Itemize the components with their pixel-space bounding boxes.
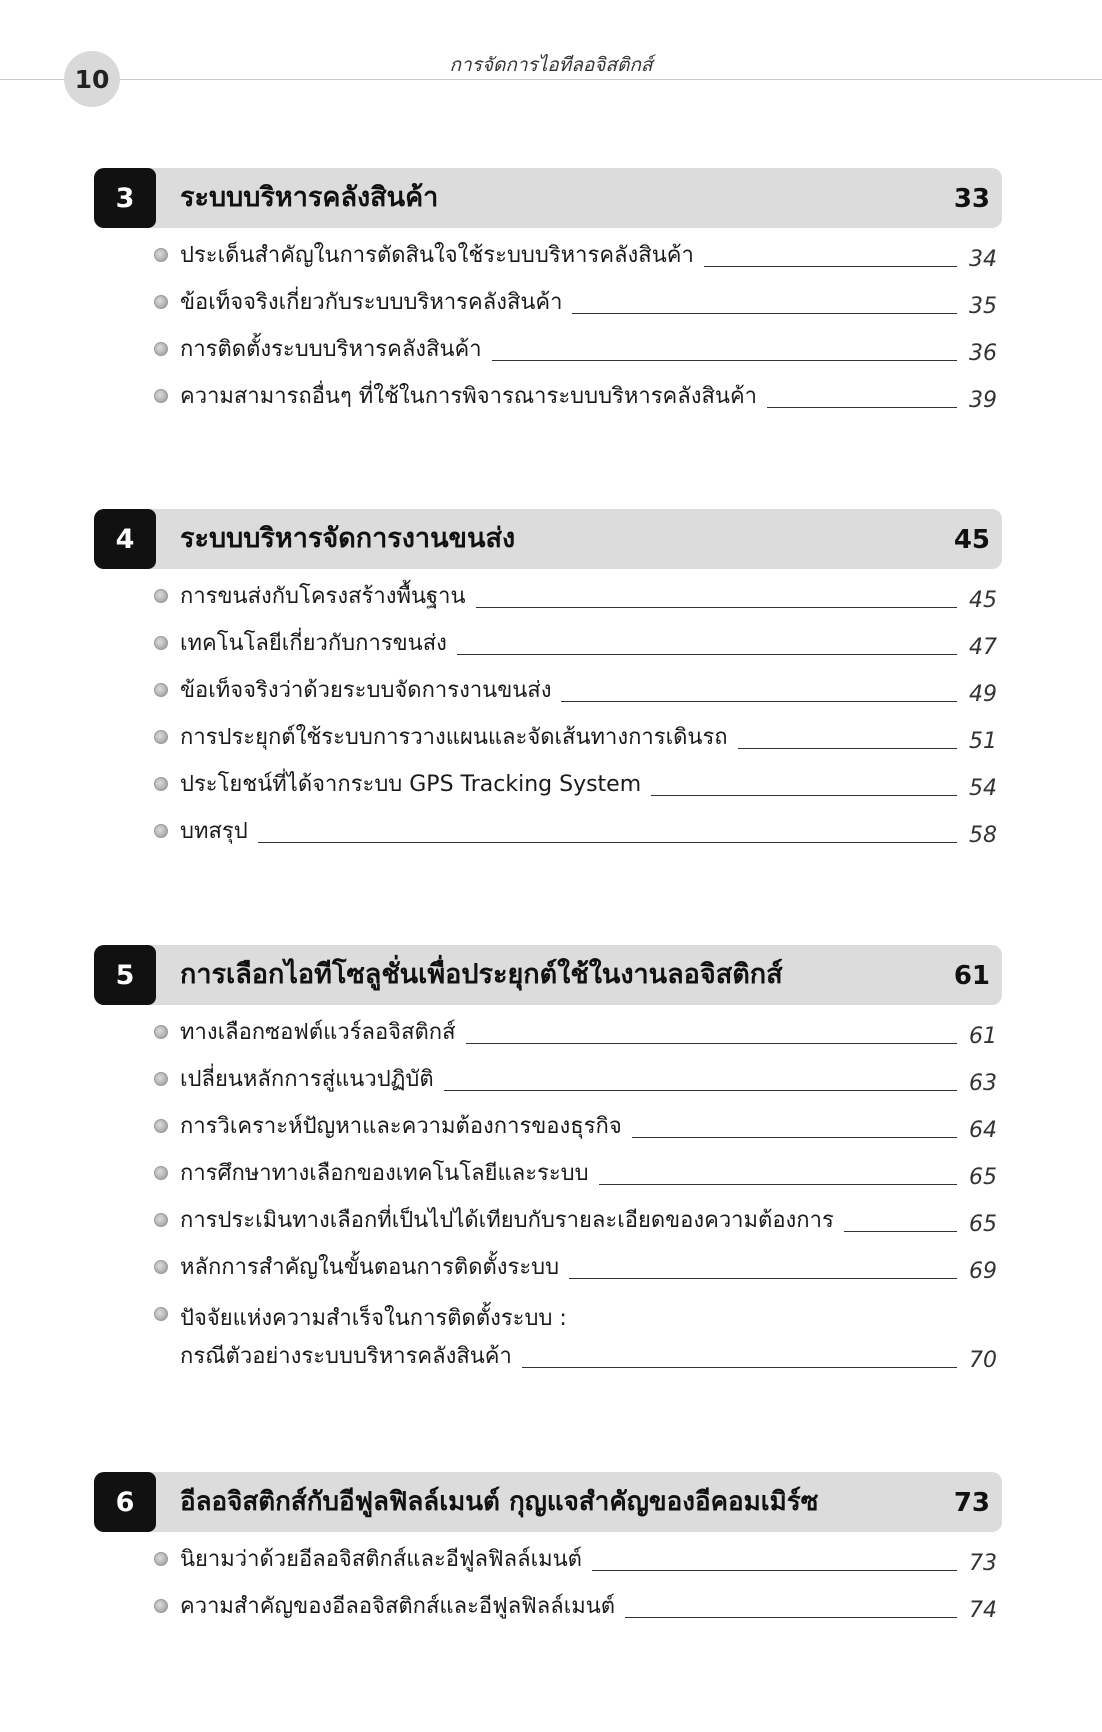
entry-title: นิยามว่าด้วยอีลอจิสติกส์และอีฟูลฟิลล์เมนต์ — [180, 1547, 582, 1572]
dotted-leader — [625, 1617, 957, 1618]
chapter-header-bar[interactable] — [94, 1472, 1002, 1532]
entry-title-first-line: ปัจจัยแห่งความสำเร็จในการติดตั้งระบบ : — [180, 1306, 567, 1331]
entry-page-number: 65 — [969, 1212, 997, 1237]
dotted-leader — [457, 654, 957, 655]
chapter-5 — [94, 945, 1002, 1379]
entry-title: การประยุกต์ใช้ระบบการวางแผนและจัดเส้นทางการเดินรถ — [180, 725, 728, 750]
chapter-number: 6 — [94, 1472, 156, 1532]
chapter-3 — [94, 168, 1002, 419]
entry-page-number: 74 — [969, 1598, 997, 1623]
chapter-header-bar[interactable] — [94, 168, 1002, 228]
chapter-title: อีลอจิสติกส์กับอีฟูลฟิลล์เมนต์ กุญแจสำคัญของอีคอมเมิร์ซ — [180, 1487, 819, 1517]
chapter-4 — [94, 509, 1002, 854]
entry-page-number: 49 — [969, 682, 997, 707]
chapter-title: การเลือกไอทีโซลูชั่นเพื่อประยุกต์ใช้ในงานลอจิสติกส์ — [180, 959, 783, 990]
entry-title: บทสรุป — [180, 819, 248, 844]
toc-entry[interactable] — [154, 619, 997, 666]
entry-title: การศึกษาทางเลือกของเทคโนโลยีและระบบ — [180, 1161, 589, 1186]
bullet-icon — [154, 636, 168, 650]
chapter-entries — [94, 231, 1002, 419]
toc-entry[interactable] — [154, 1149, 997, 1196]
toc-entry[interactable] — [154, 1102, 997, 1149]
entry-page-number: 70 — [969, 1348, 997, 1373]
entry-title: การประเมินทางเลือกที่เป็นไปได้เทียบกับรายละเอียดของความต้องการ — [180, 1208, 834, 1233]
entry-page-number: 63 — [969, 1071, 997, 1096]
toc-entry[interactable] — [154, 278, 997, 325]
bullet-icon — [154, 1119, 168, 1133]
entry-page-number: 73 — [969, 1551, 997, 1576]
dotted-leader — [572, 313, 957, 314]
chapter-6 — [94, 1472, 1002, 1629]
dotted-leader — [738, 748, 957, 749]
dotted-leader — [592, 1570, 957, 1571]
bullet-icon — [154, 248, 168, 262]
toc-entry[interactable] — [154, 231, 997, 278]
dotted-leader — [844, 1231, 957, 1232]
dotted-leader — [632, 1137, 957, 1138]
dotted-leader — [561, 701, 957, 702]
dotted-leader — [651, 795, 957, 796]
toc-entry[interactable] — [154, 760, 997, 807]
bullet-icon — [154, 1599, 168, 1613]
toc-entry[interactable] — [154, 1008, 997, 1055]
entry-title: หลักการสำคัญในขั้นตอนการติดตั้งระบบ — [180, 1255, 560, 1280]
entry-title: ความสำคัญของอีลอจิสติกส์และอีฟูลฟิลล์เมนต์ — [180, 1594, 616, 1619]
page-number-badge: 10 — [64, 51, 120, 107]
dotted-leader — [569, 1278, 957, 1279]
dotted-leader — [599, 1184, 957, 1185]
dotted-leader — [767, 407, 957, 408]
toc-entry[interactable] — [154, 1055, 997, 1102]
entry-page-number: 65 — [969, 1165, 997, 1190]
dotted-leader — [476, 607, 957, 608]
toc-entry[interactable] — [154, 807, 997, 854]
entry-title: ประโยชน์ที่ได้จากระบบ GPS Tracking System — [180, 772, 642, 797]
chapter-number: 4 — [94, 509, 156, 569]
chapter-page-number: 61 — [953, 961, 990, 991]
entry-page-number: 36 — [969, 341, 997, 366]
bullet-icon — [154, 1260, 168, 1274]
chapter-title: ระบบบริหารจัดการงานขนส่ง — [180, 523, 516, 554]
entry-page-number: 61 — [969, 1024, 997, 1049]
chapter-header-bar[interactable] — [94, 509, 1002, 569]
bullet-icon — [154, 389, 168, 403]
bullet-icon — [154, 1552, 168, 1566]
entry-page-number: 64 — [969, 1118, 997, 1143]
chapter-page-number: 73 — [953, 1488, 990, 1518]
bullet-icon — [154, 824, 168, 838]
chapter-page-number: 33 — [953, 184, 990, 214]
running-title: การจัดการไอทีลอจิสติกส์ — [449, 54, 653, 76]
entry-page-number: 47 — [969, 635, 997, 660]
entry-title: ข้อเท็จจริงเกี่ยวกับระบบบริหารคลังสินค้า — [180, 290, 563, 315]
toc-entry[interactable] — [154, 1243, 997, 1290]
entry-title: ความสามารถอื่นๆ ที่ใช้ในการพิจารณาระบบบริหารคลังสินค้า — [180, 384, 758, 409]
bullet-icon — [154, 1166, 168, 1180]
chapter-title: ระบบบริหารคลังสินค้า — [180, 182, 439, 213]
page-header — [0, 0, 1102, 110]
bullet-icon — [154, 1025, 168, 1039]
toc-entry[interactable] — [154, 1582, 997, 1629]
bullet-icon — [154, 1307, 168, 1321]
chapter-entries — [94, 572, 1002, 854]
bullet-icon — [154, 683, 168, 697]
dotted-leader — [704, 266, 957, 267]
bullet-icon — [154, 777, 168, 791]
chapter-header-bar[interactable] — [94, 945, 1002, 1005]
toc-entry[interactable] — [154, 372, 997, 419]
bullet-icon — [154, 342, 168, 356]
entry-page-number: 54 — [969, 776, 997, 801]
toc-entry[interactable] — [154, 666, 997, 713]
bullet-icon — [154, 1213, 168, 1227]
chapter-entries — [94, 1535, 1002, 1629]
entry-title: ประเด็นสำคัญในการตัดสินใจใช้ระบบบริหารคลังสินค้า — [180, 243, 694, 268]
toc-entry[interactable] — [154, 1290, 997, 1379]
entry-title: เปลี่ยนหลักการสู่แนวปฏิบัติ — [180, 1067, 434, 1092]
toc-entry[interactable] — [154, 572, 997, 619]
dotted-leader — [522, 1367, 957, 1368]
entry-page-number: 39 — [969, 388, 997, 413]
entry-page-number: 51 — [969, 729, 997, 754]
dotted-leader — [444, 1090, 957, 1091]
chapter-number: 3 — [94, 168, 156, 228]
toc-entry[interactable] — [154, 325, 997, 372]
entry-page-number: 69 — [969, 1259, 997, 1284]
bullet-icon — [154, 730, 168, 744]
dotted-leader — [492, 360, 957, 361]
bullet-icon — [154, 295, 168, 309]
bullet-icon — [154, 589, 168, 603]
entry-page-number: 34 — [969, 247, 997, 272]
chapter-number: 5 — [94, 945, 156, 1005]
dotted-leader — [258, 842, 957, 843]
entry-title: เทคโนโลยีเกี่ยวกับการขนส่ง — [180, 631, 447, 656]
entry-page-number: 45 — [969, 588, 997, 613]
entry-title: ทางเลือกซอฟต์แวร์ลอจิสติกส์ — [180, 1020, 456, 1045]
chapter-entries — [94, 1008, 1002, 1379]
toc-entry[interactable] — [154, 1535, 997, 1582]
entry-title: ข้อเท็จจริงว่าด้วยระบบจัดการงานขนส่ง — [180, 678, 552, 703]
entry-page-number: 58 — [969, 823, 997, 848]
entry-page-number: 35 — [969, 294, 997, 319]
dotted-leader — [466, 1043, 957, 1044]
entry-title-second-line: กรณีตัวอย่างระบบบริหารคลังสินค้า — [180, 1344, 512, 1369]
entry-title: การติดตั้งระบบบริหารคลังสินค้า — [180, 337, 482, 362]
toc-entry[interactable] — [154, 1196, 997, 1243]
entry-title: การวิเคราะห์ปัญหาและความต้องการของธุรกิจ — [180, 1114, 622, 1139]
toc-entry[interactable] — [154, 713, 997, 760]
entry-title: การขนส่งกับโครงสร้างพื้นฐาน — [180, 584, 466, 609]
bullet-icon — [154, 1072, 168, 1086]
chapter-page-number: 45 — [953, 525, 990, 555]
